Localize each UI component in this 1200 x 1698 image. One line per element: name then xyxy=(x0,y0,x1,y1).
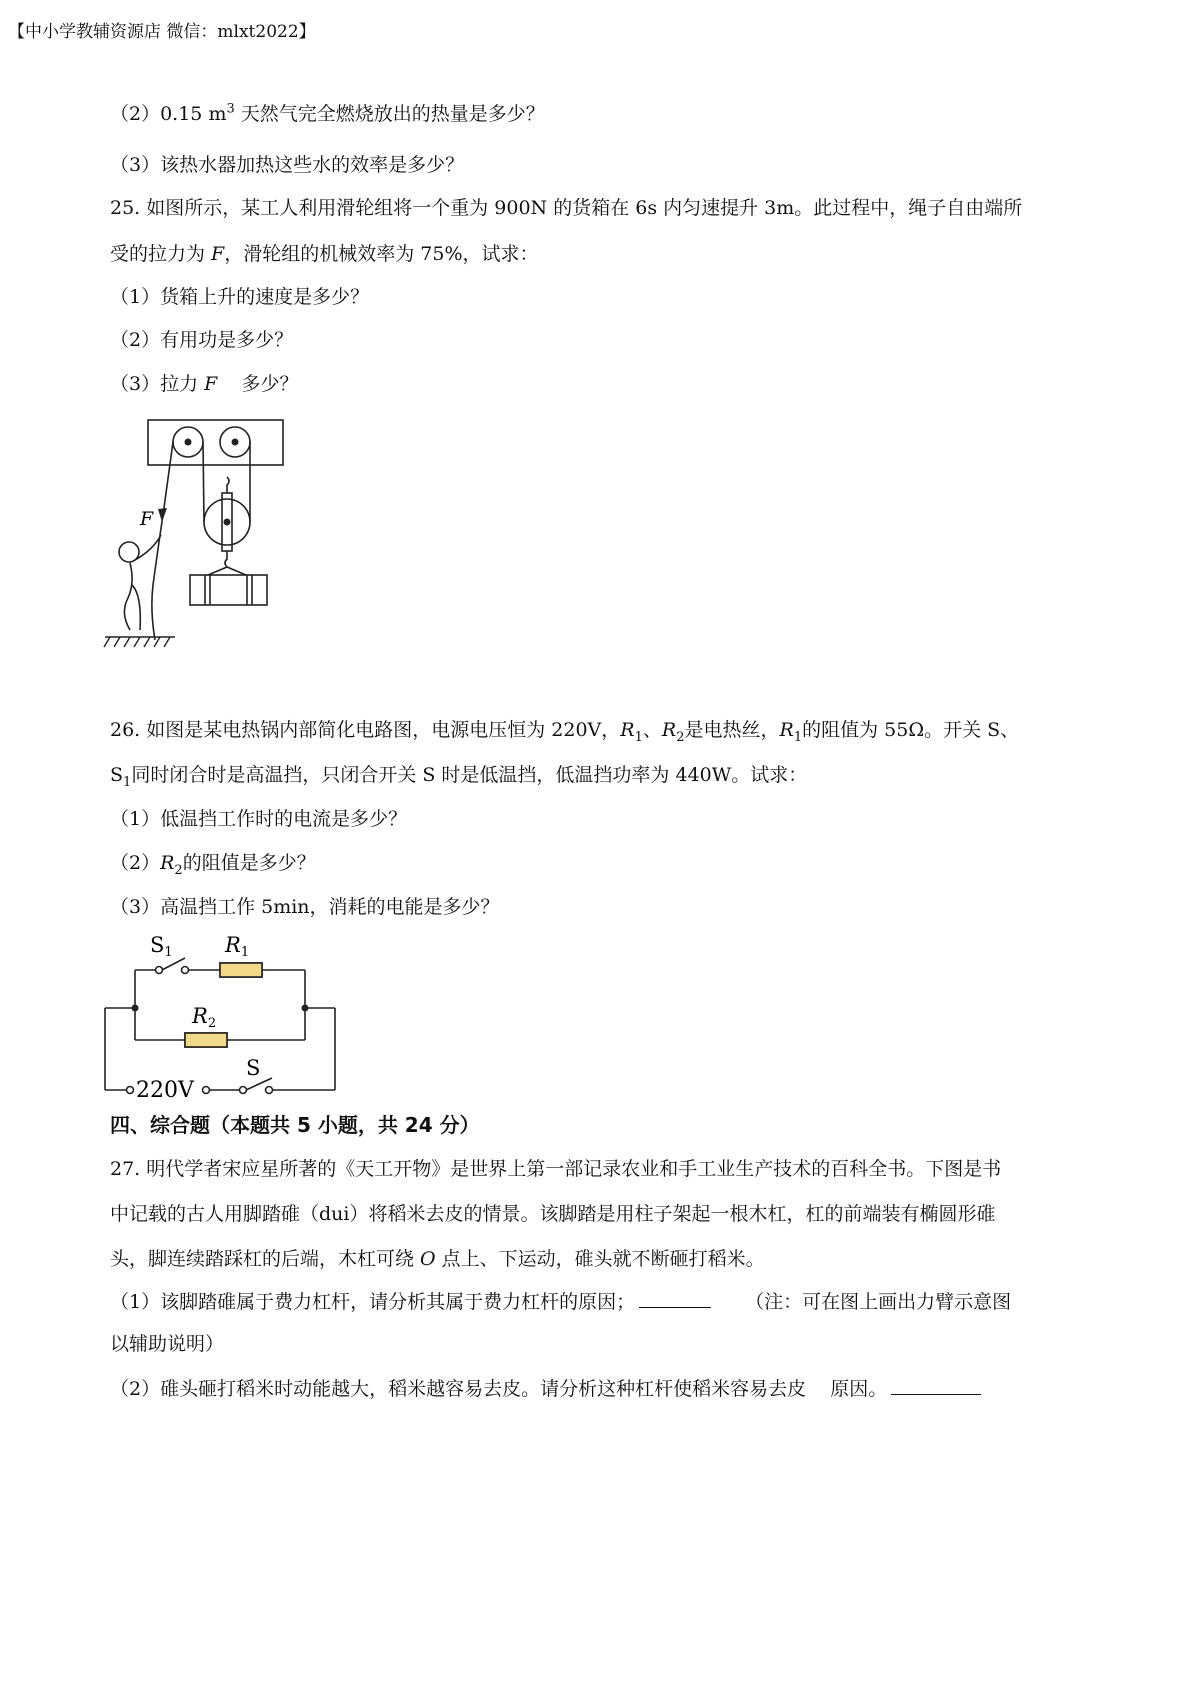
q26-part2-r-subscript: 2 xyxy=(174,862,183,878)
q27-part2-answer-blank[interactable] xyxy=(891,1376,981,1395)
q25-part3-b: 多少？ xyxy=(217,373,299,395)
pulley-force-label: F xyxy=(140,508,154,530)
q27-stem-line2: 中记载的古人用脚踏碓（dui）将稻米去皮的情景。该脚踏是用柱子架起一根木杠，杠的前端装有椭圆形碓 xyxy=(110,1203,996,1225)
q26-r2-subscript: 2 xyxy=(676,729,685,745)
circuit-s-label: S xyxy=(246,1056,261,1080)
q26-r2-symbol: R xyxy=(661,719,677,741)
q26-s1-subscript: 1 xyxy=(123,774,132,790)
q26-stem1-d: 的阻值为 55Ω。开关 S、 xyxy=(802,719,1020,741)
q25-stem2-force: F xyxy=(211,243,225,265)
q26-stem-line2 xyxy=(110,763,808,790)
circuit-voltage-label: 220V xyxy=(136,1078,194,1103)
q27-part1-b: （注：可在图上画出力臂示意图 xyxy=(745,1291,1012,1313)
q25-stem-line2 xyxy=(110,242,539,266)
q27-part1 xyxy=(110,1289,1011,1314)
q26-part2-b: 的阻值是多少？ xyxy=(182,852,316,874)
circuit-s1-label: S1 xyxy=(150,933,173,960)
q27-part2-text: （2）碓头砸打稻米时动能越大，稻米越容易去皮。请分析这种杠杆使稻米容易去皮 原因。 xyxy=(110,1378,888,1400)
q26-stem2-b: 同时闭合时是高温挡，只闭合开关 S 时是低温挡，低温挡功率为 440W。试求： xyxy=(131,764,808,786)
q27-part1-answer-blank[interactable] xyxy=(639,1289,711,1308)
q24-part2 xyxy=(110,102,545,126)
q25-stem2-b: ，滑轮组的机械效率为 75%，试求： xyxy=(224,243,539,265)
page-header: 【中小学教辅资源店 微信：mlxt2022】 xyxy=(8,22,316,42)
q27-stem3-b: 点上、下运动，碓头就不断砸打稻米。 xyxy=(435,1248,765,1270)
q25-part1: （1）货箱上升的速度是多少？ xyxy=(110,286,370,308)
q25-part2: （2）有用功是多少？ xyxy=(110,329,294,351)
q25-part3 xyxy=(110,372,299,396)
q27-stem-line3 xyxy=(110,1247,765,1271)
q24-part2-superscript: 3 xyxy=(226,101,235,117)
pulley-system-figure xyxy=(100,415,320,660)
q25-part3-a: （3）拉力 xyxy=(110,373,205,395)
q27-stem-line1: 27. 明代学者宋应星所著的《天工开物》是世界上第一部记录农业和手工业生产技术的百科全书。下图是书 xyxy=(110,1158,1002,1180)
q27-part1-a: （1）该脚踏碓属于费力杠杆，请分析其属于费力杠杆的原因； xyxy=(110,1291,636,1313)
q26-stem1-b: 、 xyxy=(642,719,662,741)
circuit-r1-label: R1 xyxy=(225,933,250,960)
q26-r1b-symbol: R xyxy=(779,719,794,741)
q26-part2 xyxy=(110,851,316,878)
q26-stem1-a: 26. 如图是某电热锅内部简化电路图，电源电压恒为 220V， xyxy=(110,719,621,741)
q26-part1: （1）低温挡工作时的电流是多少？ xyxy=(110,808,408,830)
q24-part3: （3）该热水器加热这些水的效率是多少？ xyxy=(110,154,465,176)
q25-stem-line1: 25. 如图所示，某工人利用滑轮组将一个重为 900N 的货箱在 6s 内匀速提升 3m。此过程中，绳子自由端所 xyxy=(110,197,1023,219)
q26-part2-r-symbol: R xyxy=(160,852,175,874)
q25-part3-force: F xyxy=(204,373,218,395)
circuit-diagram-figure xyxy=(100,930,340,1105)
q26-part2-a: （2） xyxy=(110,852,161,874)
q26-part3: （3）高温挡工作 5min，消耗的电能是多少？ xyxy=(110,896,500,918)
q26-r1-symbol: R xyxy=(620,719,635,741)
q27-part2 xyxy=(110,1376,981,1401)
q26-s1-symbol: S xyxy=(110,764,124,786)
q27-pivot-symbol: O xyxy=(420,1248,436,1270)
q24-part2-value: 0.15 m xyxy=(160,103,227,125)
q24-part2-text: 天然气完全燃烧放出的热量是多少？ xyxy=(234,103,545,125)
circuit-r2-label: R2 xyxy=(192,1004,217,1031)
q26-r1-subscript: 1 xyxy=(634,729,643,745)
q26-stem-line1 xyxy=(110,718,1020,745)
q25-stem2-a: 受的拉力为 xyxy=(110,243,212,265)
q26-stem1-c: 是电热丝， xyxy=(684,719,780,741)
q26-r1b-subscript: 1 xyxy=(793,729,803,745)
q27-stem3-a: 头，脚连续踏踩杠的后端，木杠可绕 xyxy=(110,1248,421,1270)
section-4-heading: 四、综合题（本题共 5 小题，共 24 分） xyxy=(110,1113,480,1137)
q24-part2-prefix: （2） xyxy=(110,103,161,125)
q27-part1-note: 以辅助说明） xyxy=(110,1333,225,1355)
